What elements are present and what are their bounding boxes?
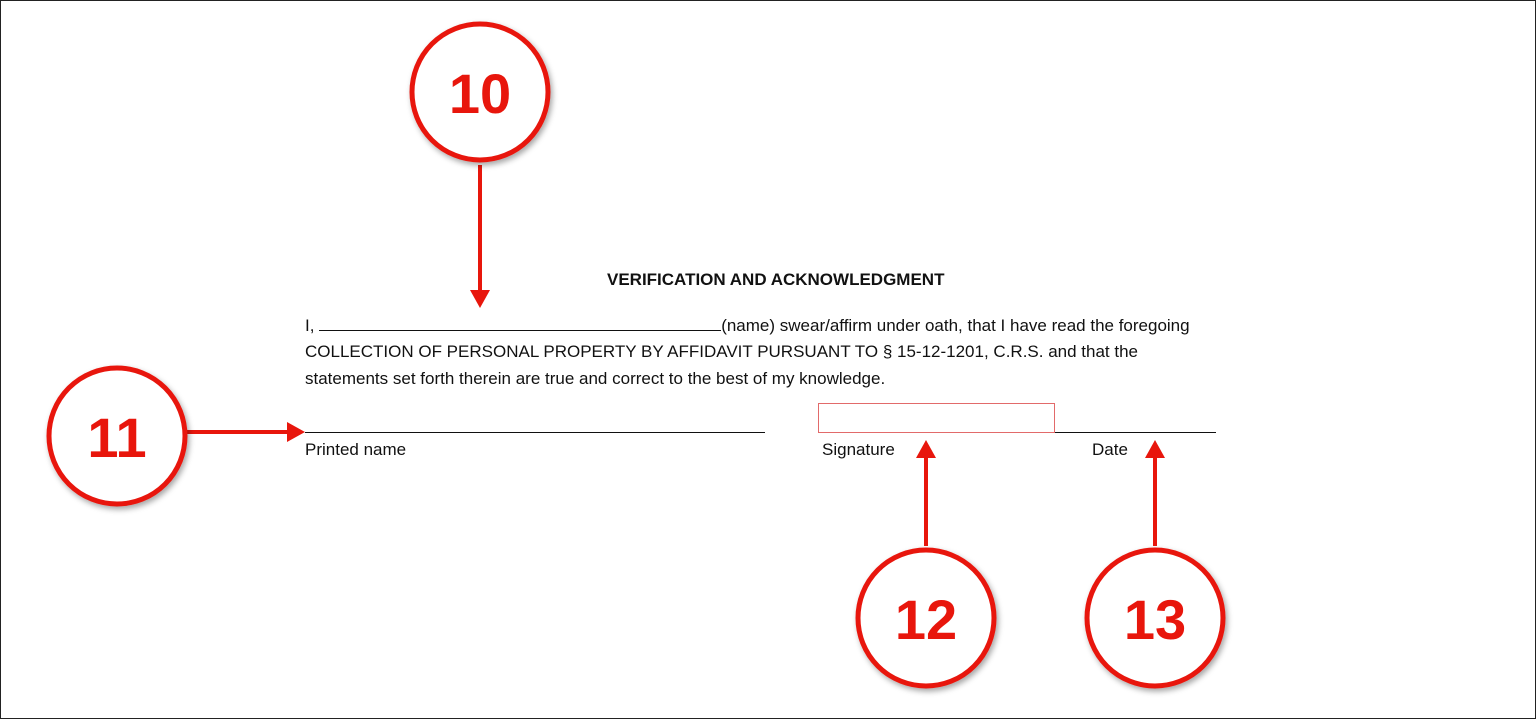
callout-11-number: 11 bbox=[87, 406, 147, 469]
document-title: VERIFICATION AND ACKNOWLEDGMENT bbox=[607, 270, 945, 289]
signature-label: Signature bbox=[822, 440, 895, 459]
callout-13-arrowhead bbox=[1145, 440, 1165, 458]
paragraph-line-1-end: (name) swear/affirm under oath, that I have read the foregoing bbox=[721, 316, 1190, 335]
paragraph-line-2: COLLECTION OF PERSONAL PROPERTY BY AFFIDAVIT PURSUANT TO § 15-12-1201, C.R.S. and that the bbox=[305, 342, 1138, 361]
callout-13 bbox=[1087, 440, 1223, 686]
paragraph-line-1-start: I, bbox=[305, 316, 315, 335]
callout-12 bbox=[858, 440, 994, 686]
callout-11-arrowhead bbox=[287, 422, 305, 442]
callout-12-arrowhead bbox=[916, 440, 936, 458]
callout-10-arrowhead bbox=[470, 290, 490, 308]
callout-12-number: 12 bbox=[894, 588, 958, 651]
printed-name-label: Printed name bbox=[305, 440, 407, 459]
callout-11 bbox=[49, 368, 305, 504]
callout-10 bbox=[412, 24, 548, 308]
date-label: Date bbox=[1092, 440, 1128, 459]
callout-10-number: 10 bbox=[448, 62, 512, 125]
paragraph-line-3: statements set forth therein are true and correct to the best of my knowledge. bbox=[305, 369, 886, 388]
callout-13-number: 13 bbox=[1123, 588, 1187, 651]
